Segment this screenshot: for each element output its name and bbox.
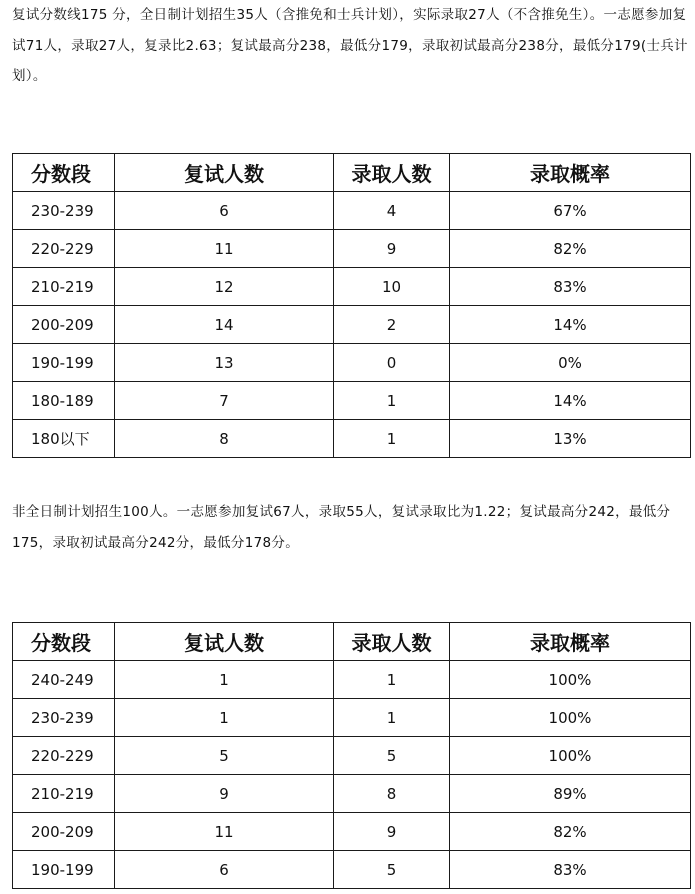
cell-admitted-count: 5: [334, 851, 450, 889]
cell-retest-count: 12: [115, 268, 334, 306]
table-row: [13, 306, 691, 344]
header-admitted-count: 录取人数: [334, 623, 450, 661]
cell-admission-rate: 100%: [450, 737, 691, 775]
cell-score-range: 200-209: [13, 813, 115, 851]
table-row: [13, 661, 691, 699]
cell-admitted-count: 10: [334, 268, 450, 306]
cell-retest-count: 13: [115, 344, 334, 382]
table-row: [13, 737, 691, 775]
table-row: [13, 851, 691, 889]
header-admission-rate: 录取概率: [450, 154, 691, 192]
cell-score-range: 200-209: [13, 306, 115, 344]
cell-admitted-count: 1: [334, 661, 450, 699]
table-row: [13, 699, 691, 737]
cell-admission-rate: 100%: [450, 699, 691, 737]
cell-admitted-count: 1: [334, 382, 450, 420]
cell-retest-count: 11: [115, 813, 334, 851]
table-row: [13, 268, 691, 306]
cell-admitted-count: 9: [334, 230, 450, 268]
header-admitted-count: 录取人数: [334, 154, 450, 192]
cell-retest-count: 1: [115, 699, 334, 737]
cell-admitted-count: 8: [334, 775, 450, 813]
cell-admission-rate: 67%: [450, 192, 691, 230]
cell-score-range: 180-189: [13, 382, 115, 420]
table-row: [13, 230, 691, 268]
parttime-paragraph: 非全日制计划招生100人。一志愿参加复试67人，录取55人，复试录取比为1.22；复试最高分242，最低分175，录取初试最高分242分，最低分178分。: [12, 504, 671, 551]
cell-admission-rate: 0%: [450, 344, 691, 382]
cell-retest-count: 6: [115, 851, 334, 889]
table-header-row: [13, 623, 691, 661]
cell-score-range: 220-229: [13, 230, 115, 268]
cell-admitted-count: 9: [334, 813, 450, 851]
cell-score-range: 220-229: [13, 737, 115, 775]
cell-score-range: 230-239: [13, 699, 115, 737]
cell-retest-count: 1: [115, 661, 334, 699]
table-header-row: [13, 154, 691, 192]
intro-paragraph: 复试分数线175 分，全日制计划招生35人（含推免和士兵计划），实际录取27人（不含推免生）。一志愿参加复试71人，录取27人，复录比2.63；复试最高分238，最低分179，录取初试最高分238分，最低分179(士兵计划）。: [12, 7, 688, 84]
cell-score-range: 210-219: [13, 775, 115, 813]
table-row: [13, 813, 691, 851]
cell-score-range: 190-199: [13, 344, 115, 382]
parttime-score-table: [12, 622, 691, 889]
header-retest-count: 复试人数: [115, 154, 334, 192]
cell-admission-rate: 14%: [450, 382, 691, 420]
cell-admission-rate: 83%: [450, 268, 691, 306]
cell-retest-count: 11: [115, 230, 334, 268]
cell-retest-count: 5: [115, 737, 334, 775]
table-row: [13, 344, 691, 382]
table-row: [13, 420, 691, 458]
header-score-range: 分数段: [13, 623, 115, 661]
cell-score-range: 180以下: [13, 420, 115, 458]
header-score-range: 分数段: [13, 154, 115, 192]
table-row: [13, 192, 691, 230]
cell-retest-count: 7: [115, 382, 334, 420]
cell-retest-count: 14: [115, 306, 334, 344]
cell-retest-count: 6: [115, 192, 334, 230]
cell-admission-rate: 83%: [450, 851, 691, 889]
table-row: [13, 382, 691, 420]
cell-score-range: 210-219: [13, 268, 115, 306]
cell-admission-rate: 82%: [450, 813, 691, 851]
cell-admitted-count: 0: [334, 344, 450, 382]
cell-score-range: 190-199: [13, 851, 115, 889]
cell-admitted-count: 2: [334, 306, 450, 344]
cell-admission-rate: 13%: [450, 420, 691, 458]
cell-score-range: 230-239: [13, 192, 115, 230]
cell-admission-rate: 14%: [450, 306, 691, 344]
header-admission-rate: 录取概率: [450, 623, 691, 661]
cell-admitted-count: 1: [334, 420, 450, 458]
header-retest-count: 复试人数: [115, 623, 334, 661]
cell-retest-count: 8: [115, 420, 334, 458]
cell-admission-rate: 100%: [450, 661, 691, 699]
cell-admitted-count: 5: [334, 737, 450, 775]
fulltime-score-table: [12, 153, 691, 458]
cell-admission-rate: 89%: [450, 775, 691, 813]
cell-admitted-count: 1: [334, 699, 450, 737]
table-row: [13, 775, 691, 813]
cell-retest-count: 9: [115, 775, 334, 813]
cell-admission-rate: 82%: [450, 230, 691, 268]
cell-admitted-count: 4: [334, 192, 450, 230]
cell-score-range: 240-249: [13, 661, 115, 699]
